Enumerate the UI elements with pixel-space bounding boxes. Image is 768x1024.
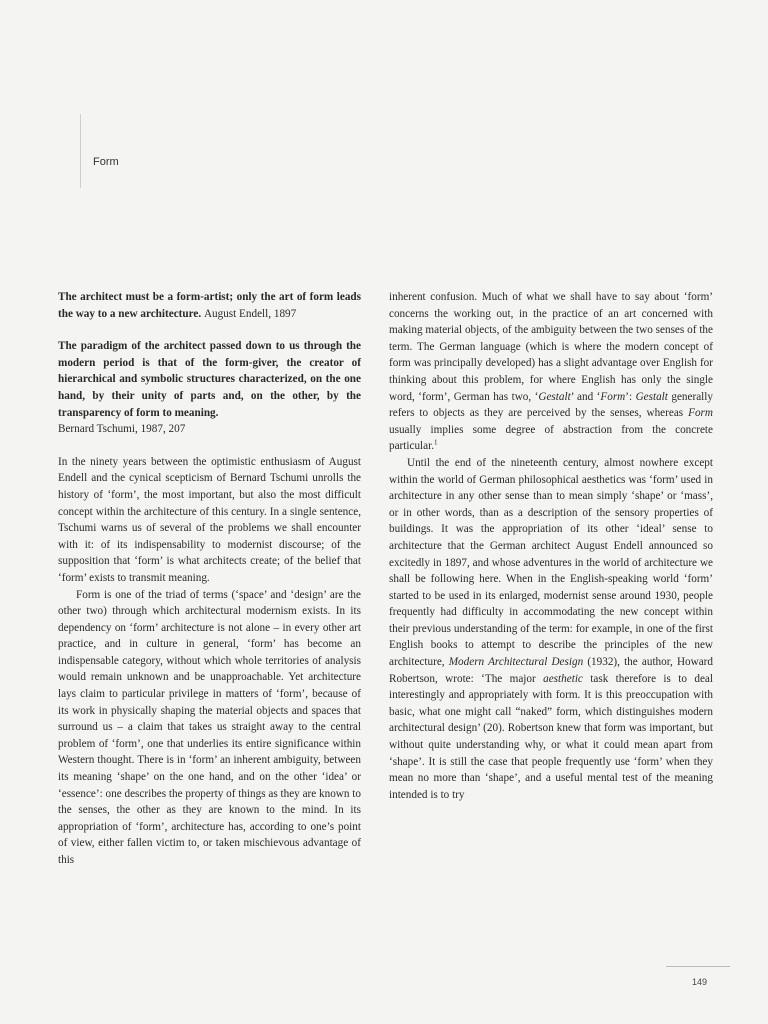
text-run: ’: [625, 390, 636, 403]
body-paragraph [389, 289, 713, 455]
text-run: ’ and ‘ [570, 390, 601, 403]
epigraph-attribution: Bernard Tschumi, 1987, 207 [58, 423, 186, 436]
text-run: (1932), the author, Howard Robertson, wrote: ‘The major [389, 656, 713, 685]
book-title: Modern Architectural Design [448, 656, 584, 669]
italic-term: Form [688, 407, 713, 420]
text-run: inherent confusion. Much of what we shall have to say about ‘form’ concerns the working out, in the practice of an art concerned with making material objects, of the ambiguity between the two senses of the term. The German language (which is where the modern concept of form was principally developed) has a slight advantage over English for thinking about this problem, for where English has only the single word, ‘form’, German has two, ‘ [389, 291, 713, 403]
text-run: usually implies some degree of abstraction from the concrete particular. [389, 423, 713, 453]
header-divider [80, 114, 81, 188]
body-paragraph [389, 455, 713, 803]
footnote-marker: 1 [434, 438, 438, 447]
italic-term: aesthetic [543, 672, 583, 685]
italic-term: Gestalt [635, 390, 668, 403]
page-number: 149 [692, 977, 708, 987]
body-paragraph: In the ninety years between the optimistic enthusiasm of August Endell and the cynical scepticism of Bernard Tschumi unrolls the history of ‘form’, the most important, but also the most difficult concept within the architecture of this century. In a single sentence, Tschumi warns us of several of the problems we shall encounter with it: of its indispensability to modernist discourse; of the supposition that ‘form’ is what architects create; of the belief that ‘form’ exists to transmit meaning. [58, 455, 361, 584]
epigraph-attribution: August Endell, 1897 [203, 307, 297, 320]
text-run: task therefore is to deal interestingly and appropriately with form. It is this preoccupation with basic, what one might call “naked” form, which distinguishes modern architectural design’ (20). Robertson knew that form was important, but without quite understanding why, or what it could mean apart from ‘shape’. It is still the case that people frequently use ‘form’ when they mean no more than ‘shape’, and a useful mental test of the meaning intended is to try [389, 672, 713, 801]
left-column [58, 289, 361, 869]
epigraph-quote: The architect must be a form-artist; only the art of form leads the way to a new architecture. [58, 291, 361, 320]
right-column [389, 289, 713, 803]
text-run: Until the end of the nineteenth century, almost nowhere except within the world of German philosophical aesthetics was ‘form’ used in architecture in any other sense than to mean simply ‘shape’ or ‘mass’, or in other words, than as a description of the sensory properties of buildings. It was the appropriation of its other ‘ideal’ sense to architecture that the German architect August Endell announced so excitedly in 1897, and whose adventures in the world of architecture we shall be following here. When in the English-speaking world ‘form’ started to be used in its enlarged, modernist sense around 1930, people frequently had difficulty in accommodating the new concept within their previous understanding of the term: for example, in one of the first English books to attempt to describe the principles of the new architecture, [389, 456, 713, 669]
chapter-title: Form [93, 156, 119, 168]
italic-term: Form [600, 390, 626, 403]
epigraph-endell [58, 289, 361, 322]
epigraph-tschumi: The paradigm of the architect passed down to us through the modern period is that of the form-giver, the creator of hierarchical and symbolic structures characterized, on the one hand, by their unity of parts and, on the other, by the transparency of form to meaning. [58, 340, 361, 419]
body-paragraph: Form is one of the triad of terms (‘space’ and ‘design’ are the other two) through which architectural modernism exists. In its dependency on ‘form’ architecture is not alone – in every other art practice, and in culture in general, ‘form’ has become an indispensable category, without which whole territories of analysis would remain unknown and be unapproachable. Yet architecture lays claim to particular privilege in matters of ‘form’, because of its work in physically shaping the material objects and spaces that surround us – a claim that takes us straight away to the central problem of ‘form’, one that underlies its entire significance within Western thought. There is in ‘form’ an inherent ambiguity, between its meaning ‘shape’ on the one hand, and on the other ‘idea’ or ‘essence’: one describes the property of things as they are known to the senses, the other as they are known to the mind. In its appropriation of ‘form’, architecture has, according to one’s point of view, either fallen victim to, or taken mischievous advantage of this [58, 588, 361, 866]
footer-rule [666, 966, 730, 967]
text-run: generally refers to objects as they are perceived by the senses, whereas [389, 390, 713, 420]
italic-term: Gestalt [538, 390, 571, 403]
